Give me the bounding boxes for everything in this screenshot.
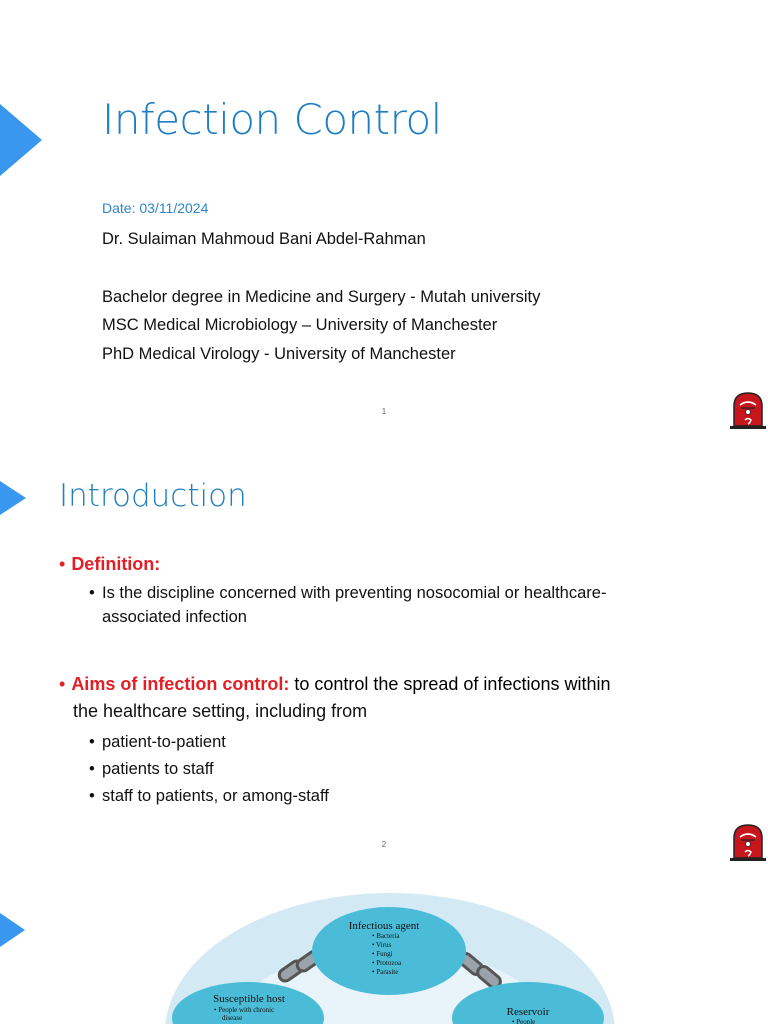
list-item: • People <box>512 1018 536 1024</box>
arrow-icon <box>0 104 42 176</box>
slide-title: Infection Control <box>102 95 442 144</box>
page-number: 1 <box>381 407 387 416</box>
bullet-icon: • <box>59 674 66 694</box>
list-item: • Parasite <box>372 968 399 976</box>
slide-1 <box>0 0 768 434</box>
slide-date: Date: 03/11/2024 <box>102 200 209 216</box>
university-logo-icon <box>728 822 768 862</box>
aims-bullet: • Aims of infection control: to control the spread of infections within <box>59 674 611 694</box>
routes-list <box>89 729 329 810</box>
qualification-3: PhD Medical Virology - University of Manchester <box>102 345 456 363</box>
list-item: • Fungi <box>372 950 393 958</box>
list-item: disease <box>222 1014 243 1022</box>
slide-3 <box>0 868 768 1024</box>
slide-2 <box>0 434 768 868</box>
university-logo-icon <box>728 390 768 430</box>
agent-title: Infectious agent <box>348 920 420 932</box>
bullet-icon: • <box>89 584 95 602</box>
arrow-icon <box>0 481 26 515</box>
list-item: • patient-to-patient <box>89 729 329 756</box>
definition-text: • Is the discipline concerned with preventing nosocomial or healthcare- associated infection <box>89 581 606 629</box>
list-item: • People with chronic <box>214 1006 275 1014</box>
list-item: • staff to patients, or among-staff <box>89 783 329 810</box>
bullet-icon: • <box>89 760 95 778</box>
reservoir-title: Reservoir <box>506 1006 550 1018</box>
definition-bullet: • Definition: <box>59 554 161 574</box>
author-name: Dr. Sulaiman Mahmoud Bani Abdel-Rahman <box>102 230 426 248</box>
aims-text-continued: the healthcare setting, including from <box>73 701 368 721</box>
bullet-icon: • <box>89 787 95 805</box>
list-item: • Bacteria <box>372 932 400 940</box>
slide-title: Introduction <box>59 478 247 514</box>
qualification-1: Bachelor degree in Medicine and Surgery - Mutah university <box>102 288 541 306</box>
qualification-2: MSC Medical Microbiology – University of Manchester <box>102 316 498 334</box>
page-number: 2 <box>381 840 387 849</box>
bullet-icon: • <box>89 733 95 751</box>
chain-of-infection-diagram <box>0 868 768 1024</box>
host-title: Susceptible host <box>213 993 285 1005</box>
list-item: • Protozoa <box>372 959 402 967</box>
bullet-icon: • <box>59 554 66 574</box>
list-item: • Virus <box>372 941 392 949</box>
list-item: • patients to staff <box>89 756 329 783</box>
